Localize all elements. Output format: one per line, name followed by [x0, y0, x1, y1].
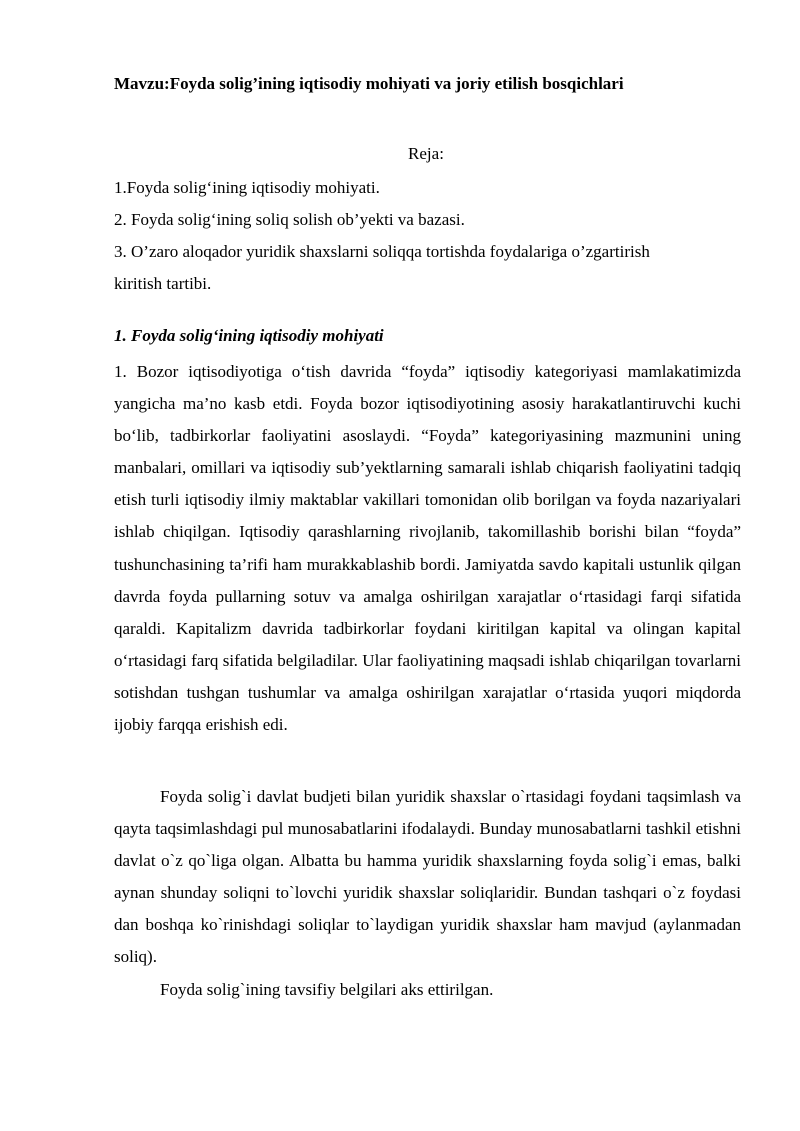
plan-item-1: 1.Foyda solig‘ining iqtisodiy mohiyati. — [114, 178, 380, 197]
document-title: Mavzu:Foyda solig’ining iqtisodiy mohiyati va joriy etilish bosqichlari — [114, 74, 624, 93]
paragraph-2: Foyda solig`i davlat budjeti bilan yuridik shaxslar o`rtasidagi foydani taqsimlash va qayta taqsimlashdagi pul munosabatlarini ifodalaydi. Bunday munosabatlarni tashkil etishni davlat o`z qo`liga olgan. Albatta bu hamma yuridik shaxslarning foyda solig`i emas, balki aynan shunday soliqni to`lovchi yuridik shaxslar soliqlaridir. Bundan tashqari o`z foydasi dan boshqa ko`rinishdagi soliqlar to`laydigan yuridik shaxslar ham mavjud (aylanmadan soliq). — [114, 787, 741, 967]
plan-heading: Reja: — [408, 144, 444, 163]
section-heading: 1. Foyda solig‘ining iqtisodiy mohiyati — [114, 326, 384, 345]
plan-item-3: 3. O’zaro aloqador yuridik shaxslarni soliqqa tortishda foydalariga o’zgartirish — [114, 242, 650, 261]
plan-item-2: 2. Foyda solig‘ining soliq solish ob’yekti va bazasi. — [114, 210, 465, 229]
plan-item-3-continued: kiritish tartibi. — [114, 274, 212, 293]
paragraph-1: 1. Bozor iqtisodiyotiga o‘tish davrida “foyda” iqtisodiy kategoriyasi mamlakatimizda yangicha ma’no kasb etdi. Foyda bozor iqtisodiyotining asosiy harakatlantiruvchi kuchi bo‘lib, tadbirkorlar faoliyatini asoslaydi. “Foyda” kategoriyasining mazmunini uning manbalari, omillari va iqtisodiy sub’yektlarning samarali ishlab chiqarish faoliyatini tadqiq etish turli iqtisodiy ilmiy maktablar vakillari tomonidan olib borilgan va foyda nazariyalari ishlab chiqilgan. Iqtisodiy qarashlarning rivojlanib, takomillashib borishi bilan “foyda” tushunchasining ta’rifi ham murakkablashib bordi. Jamiyatda savdo kapitali ustunlik qilgan davrda foyda pullarning sotuv va amalga oshirilgan xarajatlar o‘rtasidagi farqi sifatida qaraldi. Kapitalizm davrida tadbirkorlar foydani kiritilgan kapital va olingan kapital o‘rtasidagi farq sifatida belgiladilar. Ular faoliyatining maqsadi ishlab chiqarilgan tovarlarni sotishdan tushgan tushumlar va amalga oshirilgan xarajatlar o‘rtasida yuqori miqdorda ijobiy farqqa erishish edi. — [114, 362, 741, 735]
paragraph-3: Foyda solig`ining tavsifiy belgilari aks ettirilgan. — [160, 980, 494, 999]
